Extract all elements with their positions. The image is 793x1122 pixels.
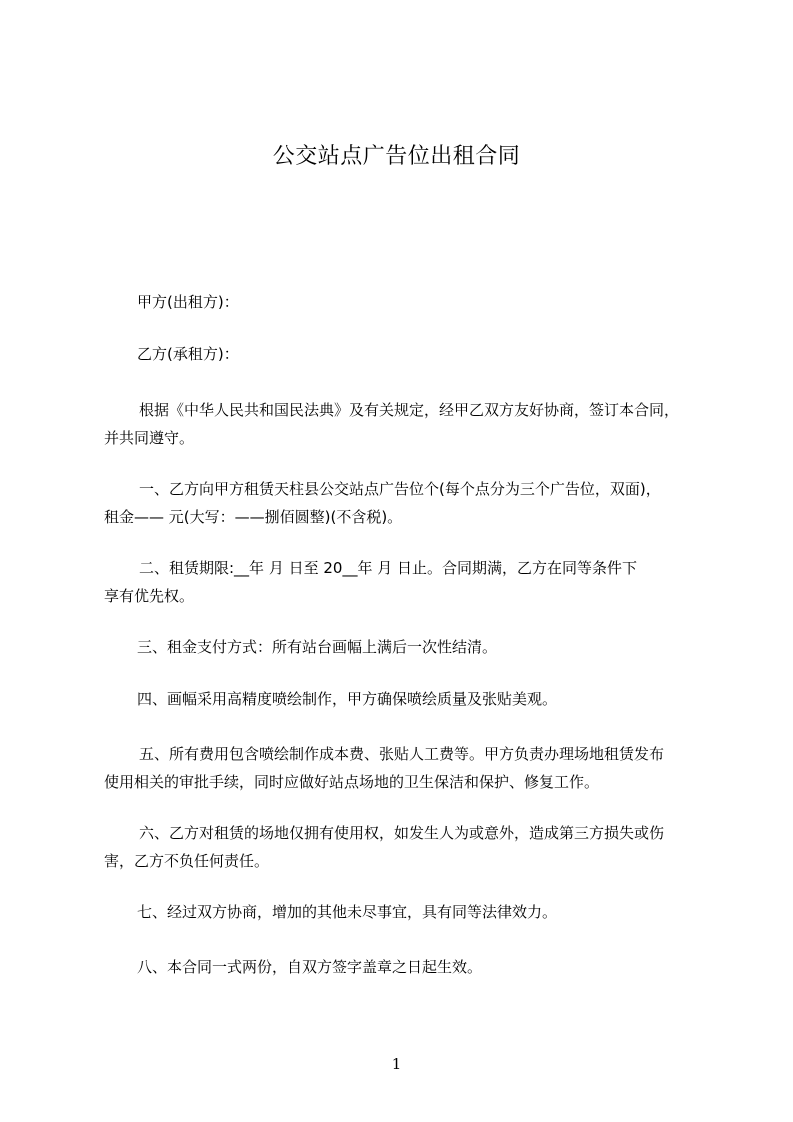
clause-4 [104,685,704,713]
intro-line-1: 根据《中华人民共和国民法典》及有关规定，经甲乙双方友好协商，签订本合同， [139,401,680,419]
clause-5 [104,740,704,796]
clause-7-line-1: 七、经过双方协商，增加的其他未尽事宜，具有同等法律效力。 [137,903,558,921]
clause-7 [104,898,704,926]
clause-1-line-2: 租金—— 元(大写：——捌佰圆整)(不含税)。 [104,508,403,526]
clause-5-line-2: 使用相关的审批手续，同时应做好站点场地的卫生保洁和保护、修复工作。 [104,773,600,791]
document-title: 公交站点广告位出租合同 [272,144,521,169]
party-b-line [104,340,704,368]
clause-6-line-1: 六、乙方对租赁的场地仅拥有使用权，如发生人为或意外，造成第三方损失或伤 [139,824,665,842]
party-a-line [104,288,704,316]
clause-8-line-1: 八、本合同一式两份，自双方签字盖章之日起生效。 [137,958,483,976]
party-b-label: 乙方(承租方)： [137,345,239,363]
party-a-label: 甲方(出租方)： [137,293,239,311]
clause-3-line-1: 三、租金支付方式：所有站台画幅上满后一次性结清。 [137,638,498,656]
clause-5-line-1: 五、所有费用包含喷绘制作成本费、张贴人工费等。甲方负责办理场地租赁发布 [139,745,665,763]
intro-paragraph [104,396,704,452]
clause-2 [104,554,704,610]
clause-6 [104,819,704,875]
intro-line-2: 并共同遵守。 [104,429,195,447]
clause-3 [104,633,704,661]
clause-2-line-1: 二、租赁期限:__年 月 日至 20__年 月 日止。合同期满，乙方在同等条件下 [139,559,637,577]
page-number: 1 [391,1055,402,1073]
clause-6-line-2: 害，乙方不负任何责任。 [104,852,270,870]
clause-1 [104,475,704,531]
clause-1-line-1: 一、乙方向甲方租赁天柱县公交站点广告位个(每个点分为三个广告位，双面)， [139,480,661,498]
clause-8 [104,953,704,981]
clause-4-line-1: 四、画幅采用高精度喷绘制作，甲方确保喷绘质量及张贴美观。 [137,690,558,708]
clause-2-line-2: 享有优先权。 [104,587,195,605]
